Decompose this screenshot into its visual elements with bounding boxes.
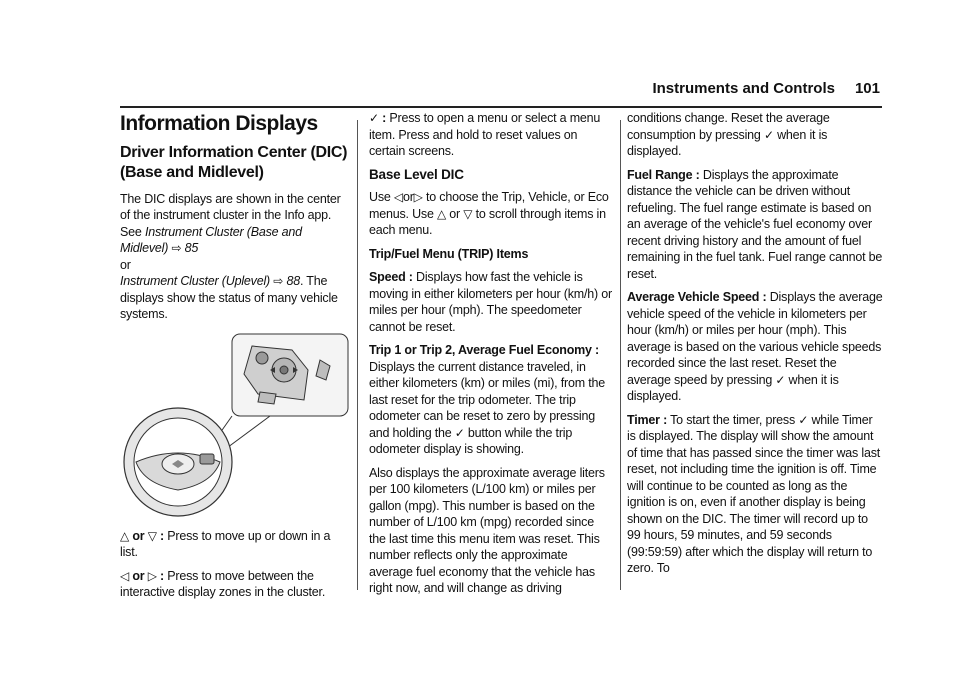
trip-menu-heading: Trip/Fuel Menu (TRIP) Items	[369, 246, 529, 261]
checkmark-icon: ✓	[369, 111, 379, 125]
column-3	[627, 110, 883, 584]
leftright-description: ◁ or ▷ : Press to move between the interactive display zones in the cluster.	[120, 568, 326, 599]
header-divider	[120, 106, 882, 108]
updown-description: △ or ▽ : Press to move up or down in a list.	[120, 528, 331, 559]
up-arrow-icon: △	[120, 528, 130, 543]
page-reference-icon: ⇨	[273, 274, 284, 288]
right-arrow-icon: ▷	[147, 568, 157, 583]
checkmark-icon: ✓	[775, 372, 786, 387]
checkmark-icon: ✓	[763, 127, 774, 142]
xref-page-85[interactable]: 85	[184, 241, 199, 255]
down-arrow-icon: ▽	[463, 206, 473, 221]
column-divider-1	[357, 120, 358, 590]
page-number: 101	[854, 80, 880, 97]
right-arrow-icon: ▷	[413, 190, 423, 204]
trip-fuel-economy-item: Trip 1 or Trip 2, Average Fuel Economy : Displays the current distance traveled, in either kilometers (km) or miles (mi), from the last reset for the trip odometer. The trip odometer can be reset to zero by pressing and holding the ✓ button while the trip odometer display is showing.	[369, 343, 605, 456]
base-level-heading: Base Level DIC	[369, 166, 464, 182]
xref-instrument-cluster-uplevel[interactable]: Instrument Cluster (Uplevel)	[120, 274, 271, 288]
column-1	[120, 110, 350, 608]
intro-paragraph: The DIC displays are shown in the center of the instrument cluster in the Info app. See Instrument Cluster (Base and Midlevel) ⇨ 85 or Instrument Cluster (Uplevel) ⇨ 88. The displays show the status of many vehicle systems.	[120, 191, 341, 321]
page-title: Information Displays	[120, 112, 318, 135]
xref-instrument-cluster-base[interactable]: Instrument Cluster (Base and Midlevel)	[120, 224, 302, 255]
checkmark-icon: ✓	[798, 412, 809, 427]
checkmark-icon: ✓	[454, 425, 465, 440]
check-description: ✓ : Press to open a menu or select a menu item. Press and hold to reset values on certain screens.	[369, 111, 601, 158]
page-header	[600, 80, 880, 104]
timer-item: Timer : To start the timer, press ✓ while Timer is displayed. The display will show the amount of time that has passed since the timer was last reset, not including time the ignition is off. Time will continue to be counted as long as the ignition is on, even if another display is being shown on the DIC. The timer will record up to 99 hours, 59 minutes, and 59 seconds (99:59:59) after which the display will return to zero. To	[627, 412, 881, 575]
column-divider-2	[620, 120, 621, 590]
left-arrow-icon: ◁	[393, 190, 403, 204]
left-arrow-icon: ◁	[120, 568, 130, 583]
page-reference-icon: ⇨	[171, 241, 182, 255]
average-speed-item: Average Vehicle Speed : Displays the average vehicle speed of the vehicle in kilometers per hour (km/h) or miles per hour (mph). This average is based on the various vehicle speeds recorded since the last reset. Reset the average speed by pressing ✓ when it is displayed.	[627, 290, 883, 403]
column-2	[369, 110, 613, 604]
up-arrow-icon: △	[436, 206, 447, 221]
section-title: Instruments and Controls	[652, 80, 835, 97]
down-arrow-icon: ▽	[147, 528, 157, 543]
xref-page-88: 88	[286, 274, 300, 288]
fuel-range-item: Fuel Range : Displays the approximate distance the vehicle can be driven without refueling. The fuel range estimate is based on an average of the vehicle's fuel economy over recent driving history and the amount of fuel remaining in the fuel tank. Fuel range cannot be reset.	[627, 167, 883, 281]
base-level-usage: Use ◁or▷ to choose the Trip, Vehicle, or Eco menus. Use △ or ▽ to scroll through items in each menu.	[369, 190, 609, 237]
section-heading-dic: Driver Information Center (DIC) (Base and Midlevel)	[120, 143, 348, 181]
average-fuel-paragraph: Also displays the approximate average liters per 100 kilometers (L/100 km) or miles per gallon (mpg). This number is based on the number of L/100 km (mpg) recorded since the last time this menu item was reset. This number reflects only the approximate average fuel economy that the vehicle has right now, and will change as driving	[369, 465, 605, 595]
steering-wheel-controls-illustration	[120, 330, 352, 518]
speed-item: Speed : Displays how fast the vehicle is moving in either kilometers per hour (km/h) or miles per hour (mph). The speedometer cannot be reset.	[369, 270, 612, 334]
continuation-paragraph: conditions change. Reset the average consumption by pressing ✓ when it is displayed.	[627, 111, 830, 158]
